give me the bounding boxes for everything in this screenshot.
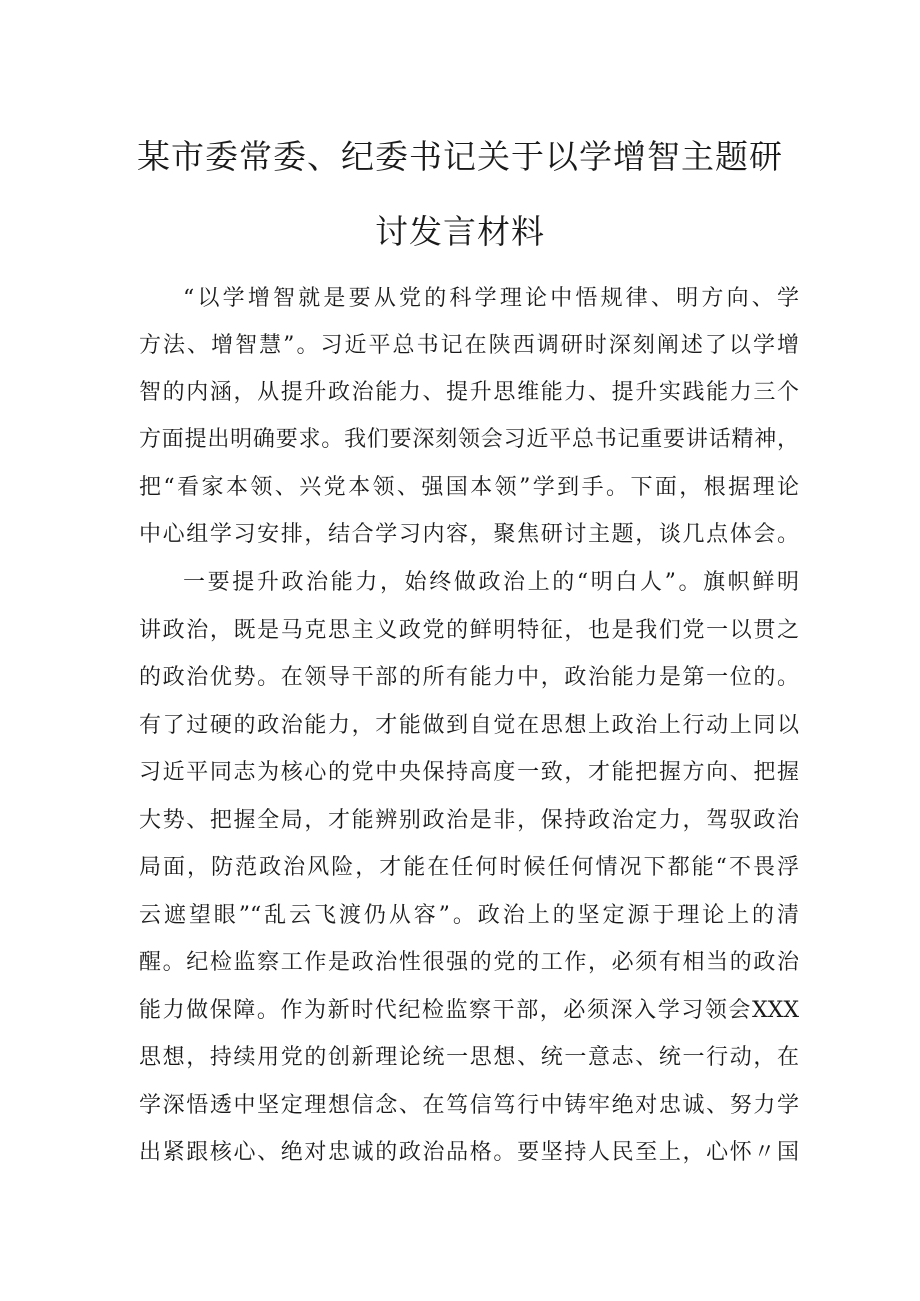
paragraph-2-line-10: 能力做保障。作为新时代纪检监察干部，必须深入学习领会XXX xyxy=(139,998,799,1023)
document-title-line-1: 某市委常委、纪委书记关于以学增智主题研 xyxy=(137,137,783,176)
paragraph-2-line-2: 讲政治，既是马克思主义政党的鲜明特征，也是我们党一以贯之 xyxy=(139,618,799,643)
paragraph-2-line-11: 思想，持续用党的创新理论统一思想、统一意志、统一行动，在 xyxy=(139,1045,799,1070)
paragraph-2-line-13: 出紧跟核心、绝对忠诚的政治品格。要坚持人民至上，心怀〃国 xyxy=(139,1140,799,1165)
paragraph-2-line-6: 大势、把握全局，才能辨别政治是非，保持政治定力，驾驭政治 xyxy=(139,808,799,833)
paragraph-1-line-5: 把“看家本领、兴党本领、强国本领”学到手。下面，根据理论 xyxy=(139,475,799,500)
paragraph-2-line-1: 一要提升政治能力，始终做政治上的“明白人”。旗帜鲜明 xyxy=(183,570,799,595)
paragraph-2-line-7: 局面，防范政治风险，才能在任何时候任何情况下都能“不畏浮 xyxy=(139,855,799,880)
paragraph-1-line-6: 中心组学习安排，结合学习内容，聚焦研讨主题，谈几点体会。 xyxy=(139,522,799,547)
paragraph-2-line-9: 醒。纪检监察工作是政治性很强的党的工作，必须有相当的政治 xyxy=(139,950,799,975)
paragraph-2-line-4: 有了过硬的政治能力，才能做到自觉在思想上政治上行动上同以 xyxy=(139,713,799,738)
document-title-line-2: 讨发言材料 xyxy=(375,212,545,251)
paragraph-1-line-4: 方面提出明确要求。我们要深刻领会习近平总书记重要讲话精神， xyxy=(139,427,799,452)
paragraph-2-line-8: 云遮望眼”“乱云飞渡仍从容”。政治上的坚定源于理论上的清 xyxy=(139,903,799,928)
paragraph-1-line-3: 智的内涵，从提升政治能力、提升思维能力、提升实践能力三个 xyxy=(139,380,799,405)
paragraph-2-line-3: 的政治优势。在领导干部的所有能力中，政治能力是第一位的。 xyxy=(139,665,799,690)
paragraph-2-line-5: 习近平同志为核心的党中央保持高度一致，才能把握方向、把握 xyxy=(139,760,799,785)
paragraph-2-line-12: 学深悟透中坚定理想信念、在笃信笃行中铸牢绝对忠诚、努力学 xyxy=(139,1093,799,1118)
paragraph-1-line-1: “以学增智就是要从党的科学理论中悟规律、明方向、学 xyxy=(183,286,799,311)
paragraph-1-line-2: 方法、增智慧”。习近平总书记在陕西调研时深刻阐述了以学增 xyxy=(139,333,799,358)
